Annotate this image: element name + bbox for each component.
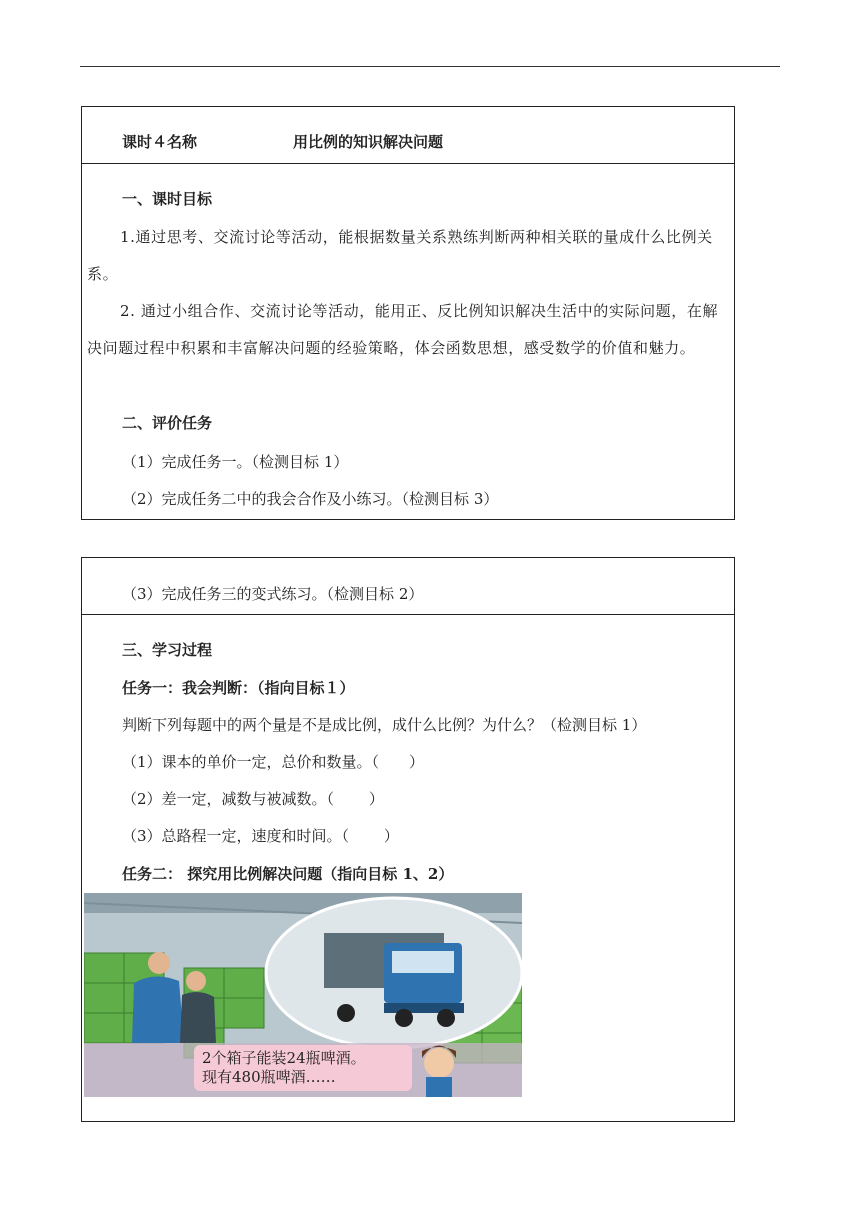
question-2: （2）差一定，减数与被减数。（ ） [122,790,384,808]
question-3: （3）总路程一定，速度和时间。（ ） [122,827,399,845]
eval-task-1: （1）完成任务一。（检测目标 1） [122,453,349,471]
task1-heading: 任务一：我会判断：（指向目标１） [122,679,355,697]
section-goals-heading: 一、课时目标 [122,190,213,208]
eval-task-3: （3）完成任务三的变式练习。（检测目标 2） [122,585,424,603]
lesson-label: 课时４名称 [122,133,198,151]
goal-1: 1.通过思考、交流讨论等活动，能根据数量关系熟练判断两种相关联的量成什么比例关系。 [87,228,713,283]
eval-task-2: （2）完成任务二中的我会合作及小练习。（检测目标 3） [122,490,499,508]
lesson-box-2 [81,557,735,1122]
speech-bubble [194,1045,412,1091]
question-1: （1）课本的单价一定，总价和数量。（ ） [122,753,425,771]
lesson-header-row [82,107,734,164]
task2-heading: 任务二： 探究用比例解决问题（指向目标 1、2） [122,865,454,883]
speech-line-1: 2个箱子能装24瓶啤酒。 [202,1049,366,1067]
lesson-box-1 [81,106,735,520]
section-eval-heading: 二、评价任务 [122,414,213,432]
top-rule [80,66,780,67]
goal-2: 2. 通过小组合作、交流讨论等活动，能用正、反比例知识解决生活中的实际问题，在解决问题过程中积累和丰富解决问题的经验策略，体会函数思想，感受数学的价值和魅力。 [87,302,719,357]
task1-intro: 判断下列每题中的两个量是不是成比例，成什么比例？为什么？（检测目标 1） [122,716,647,734]
continued-row [82,558,734,615]
lesson-title: 用比例的知识解决问题 [293,133,444,151]
section-process-heading: 三、学习过程 [122,641,213,659]
warehouse-truck-photo [84,893,522,1097]
speech-line-2: 现有480瓶啤酒…… [202,1068,336,1086]
